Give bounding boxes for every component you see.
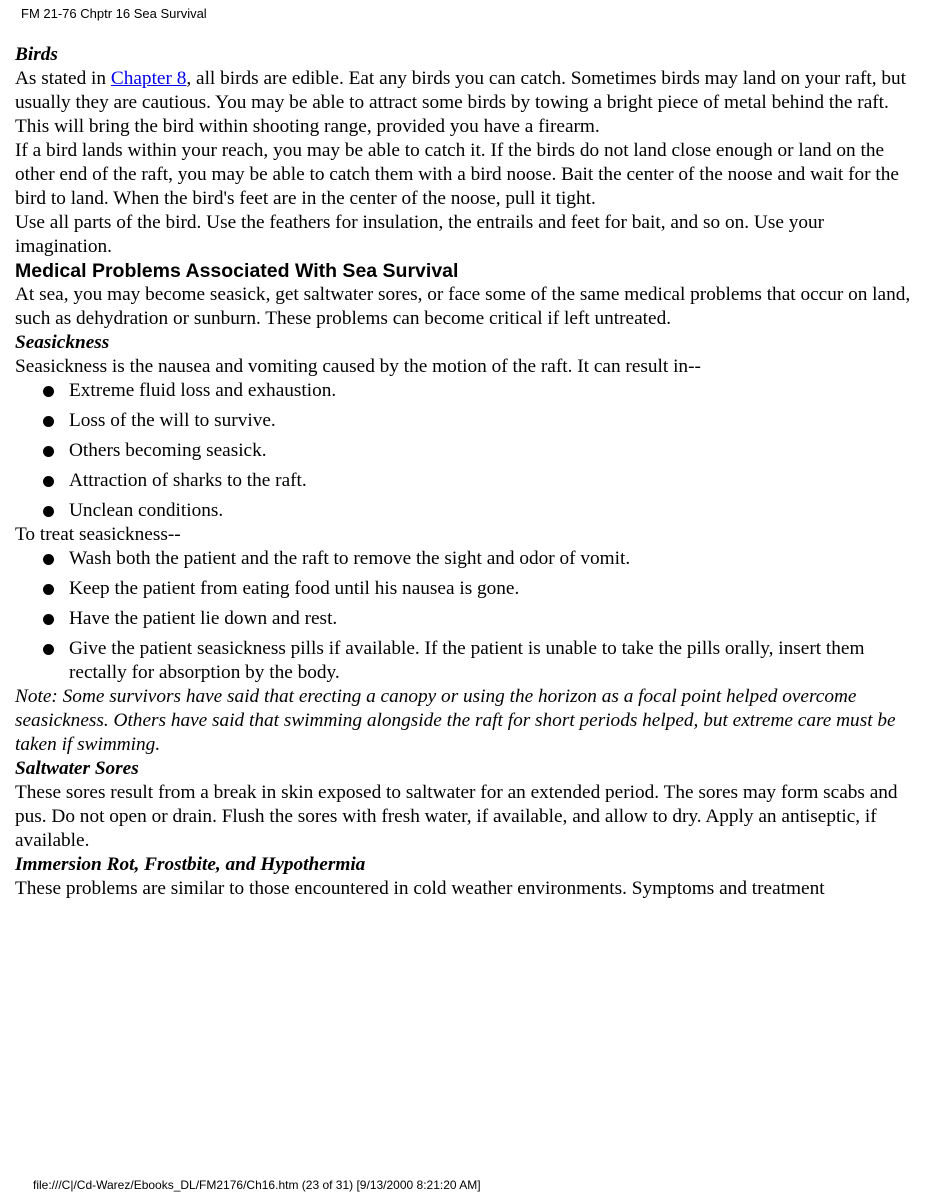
heading-medical-problems: Medical Problems Associated With Sea Survival [15,260,459,282]
running-header: FM 21-76 Chptr 16 Sea Survival [21,6,207,21]
list-item: Extreme fluid loss and exhaustion. [69,379,917,403]
list-item: Wash both the patient and the raft to remove the sight and odor of vomit. [69,547,917,571]
bullet-icon [43,644,54,655]
birds-paragraph-1 [15,67,917,139]
bullet-icon [43,446,54,457]
bullet-icon [43,386,54,397]
list-item: Loss of the will to survive. [69,409,917,433]
birds-paragraph-3: Use all parts of the bird. Use the feathers for insulation, the entrails and feet for bait, and so on. Use your imagination. [15,212,825,257]
medical-intro: At sea, you may become seasick, get saltwater sores, or face some of the same medical problems that occur on land, such as dehydration or sunburn. These problems can become critical if left untreated. [15,284,911,329]
page-footer: file:///C|/Cd-Warez/Ebooks_DL/FM2176/Ch16.htm (23 of 31) [9/13/2000 8:21:20 AM] [33,1178,481,1192]
saltwater-sores-text: These sores result from a break in skin exposed to saltwater for an extended period. The sores may form scabs and pus. Do not open or drain. Flush the sores with fresh water, if available, and allow to dry. Apply an antiseptic, if available. [15,782,898,851]
birds-p1-text-before: As stated in [15,68,111,89]
bullet-icon [43,584,54,595]
seasickness-note: Note: Some survivors have said that erecting a canopy or using the horizon as a focal point helped overcome seasickness. Others have said that swimming alongside the raft for short periods helped, but extreme care must be taken if swimming. [15,686,896,755]
heading-seasickness: Seasickness [15,332,110,353]
bullet-icon [43,506,54,517]
bullet-icon [43,416,54,427]
list-item: Others becoming seasick. [69,439,917,463]
list-item: Unclean conditions. [69,499,917,523]
heading-saltwater-sores: Saltwater Sores [15,758,139,779]
bullet-icon [43,614,54,625]
list-item: Attraction of sharks to the raft. [69,469,917,493]
list-item: Keep the patient from eating food until his nausea is gone. [69,577,917,601]
heading-immersion: Immersion Rot, Frostbite, and Hypothermia [15,854,366,875]
heading-birds: Birds [15,44,58,65]
seasickness-intro: Seasickness is the nausea and vomiting caused by the motion of the raft. It can result in-- [15,356,701,377]
document-body [15,43,917,901]
chapter-8-link[interactable]: Chapter 8 [110,68,187,89]
seasickness-treatment-list [15,547,917,685]
list-item: Give the patient seasickness pills if available. If the patient is unable to take the pills orally, insert them rectally for absorption by the body. [69,637,917,685]
seasickness-results-list [15,379,917,523]
immersion-text: These problems are similar to those encountered in cold weather environments. Symptoms and treatment [15,878,825,899]
list-item: Have the patient lie down and rest. [69,607,917,631]
bullet-icon [43,476,54,487]
treat-seasickness-intro: To treat seasickness-- [15,524,181,545]
birds-paragraph-2: If a bird lands within your reach, you may be able to catch it. If the birds do not land close enough or land on the other end of the raft, you may be able to catch them with a bird noose. Bait the center of the noose and wait for the bird to land. When the bird's feet are in the center of the noose, pull it tight. [15,140,899,209]
birds-p1-text-after: , all birds are edible. Eat any birds you can catch. Sometimes birds may land on your raft, but usually they are cautious. You may be able to attract some birds by towing a bright piece of metal behind the raft. This will bring the bird within shooting range, provided you have a firearm. [15,68,907,137]
bullet-icon [43,554,54,565]
